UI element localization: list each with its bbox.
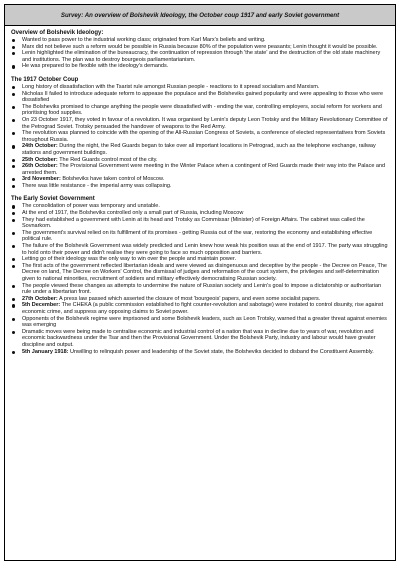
bullet-dot-icon xyxy=(12,298,15,301)
bullet-text: He was prepared to be flexible with the ideology's demands. xyxy=(22,63,169,70)
bullet-dot-icon xyxy=(12,132,15,135)
bullet-text: Dramatic moves were being made to centralise economic and industrial control of a nation that was in decline due to years of war, revolution and economic backwardness under the Tsar and then the Provisional Government. Under the Bolshevik Party, industry and labour would have greater discipline and output. xyxy=(22,328,376,348)
bullet-item xyxy=(11,157,389,164)
bullet-item xyxy=(11,176,389,183)
bullet-text: Lenin highlighted the elimination of the bureaucracy, the continuation of repression through 'the state' and the destruction of the old state machinery and institutions. The plan was to destroy bourgeois parliamentarianism. xyxy=(22,50,381,63)
section-heading: Overview of Bolshevik Ideology: xyxy=(11,30,104,36)
bullet-item xyxy=(11,316,389,329)
bullet-item xyxy=(11,117,389,130)
bullet-text: On 23 October 1917, they voted in favour of a revolution. It was organised by Lenin's deputy Leon Trotsky and the Military Revolutionary Committee of the Petrograd Soviet. Trotsky persuaded the handover of weapons to the Red Army. xyxy=(22,116,388,130)
bullet-dot-icon xyxy=(12,106,15,109)
bullet-dot-icon xyxy=(12,331,15,334)
bullet-item xyxy=(11,230,389,243)
bullet-text: There was little resistance - the imperial army was collapsing. xyxy=(22,182,172,189)
bullet-item xyxy=(11,256,389,263)
bullet-text: The Red Guards control most of the city. xyxy=(57,156,158,163)
bullet-dot-icon xyxy=(12,304,15,307)
date-lead: 26th October: xyxy=(22,163,58,170)
bullet-text: Wanted to pass power to the industrial working class; originated from Karl Marx's beliefs and writing. xyxy=(22,37,266,43)
bullet-text: The failure of the Bolshevik Government was widely predicted and Lenin knew how weak his position was at the end of 1917. The party was struggling to hold onto their power and didn't realise they were going to face so much opposition and barriers. xyxy=(22,243,388,256)
bullet-dot-icon xyxy=(12,178,15,181)
bullet-list xyxy=(11,84,389,190)
bullet-dot-icon xyxy=(12,258,15,261)
bullet-item xyxy=(11,243,389,256)
bullet-item xyxy=(11,217,389,230)
bullet-item xyxy=(11,296,389,303)
bullet-text: Marx did not believe such a reform would be possible in Russia because 80% of the population were peasants; Lenin thought it would be possible. xyxy=(22,43,378,50)
bullet-item xyxy=(11,143,389,156)
bullet-dot-icon xyxy=(12,119,15,122)
bullet-item xyxy=(11,84,389,91)
date-lead: 5th December: xyxy=(22,302,61,309)
bullet-dot-icon xyxy=(12,86,15,89)
section xyxy=(11,196,389,355)
date-lead: 24th October: xyxy=(22,143,58,150)
bullet-dot-icon xyxy=(12,93,15,96)
bullet-item xyxy=(11,37,389,44)
bullet-item xyxy=(11,63,389,70)
bullet-text: The people viewed these changes as attempts to undermine the nature of Russian society and Lenin's goal to impose a dictatorship or authoritarian rule under a libertarian front. xyxy=(22,282,382,296)
bullet-dot-icon xyxy=(12,265,15,268)
document-page xyxy=(4,4,396,561)
bullet-text: The consolidation of power was temporary and unstable. xyxy=(22,203,160,210)
bullet-dot-icon xyxy=(12,232,15,235)
bullet-item xyxy=(11,91,389,104)
bullet-dot-icon xyxy=(12,39,15,42)
section xyxy=(11,77,389,190)
bullet-text: During the night, the Red Guards began to take over all important locations in Petrograd, such as the telephone exchange, railway stations and government buildings. xyxy=(22,143,376,156)
bullet-item xyxy=(11,210,389,217)
bullet-item xyxy=(11,50,389,63)
bullet-text: At the end of 1917, the Bolsheviks controlled only a small part of Russia, including Moscow xyxy=(22,210,244,217)
bullet-item xyxy=(11,130,389,143)
section-heading: The 1917 October Coup xyxy=(11,76,79,83)
bullet-dot-icon xyxy=(12,205,15,208)
bullet-item xyxy=(11,44,389,51)
bullet-text: The first acts of the government reflected libertarian ideals and were viewed as disingenuous and deceptive by the people - the Decree on Peace, The Decree on land, The Decree on Workers' Control, the dismissal of judges and reformation of the court system, the privileges and self-determination given to national minorities, recruitment of soldiers and military effectively democratising Russian society. xyxy=(22,262,387,282)
date-lead: 25th October: xyxy=(22,156,58,163)
bullet-list xyxy=(11,203,389,355)
date-lead: 5th January 1918: xyxy=(22,348,69,355)
bullet-item xyxy=(11,183,389,190)
bullet-item xyxy=(11,302,389,315)
bullet-text: The Provisional Government were meeting in the Winter Palace when a contingent of Red Guards made their way into the Palace and arrested them. xyxy=(22,163,386,176)
bullet-text: The CHEKA (a public commission established to fight counter-revolution and sabotage) were instated to control disunity, rise against economic crime, and suppress any opposing claims to Soviet power. xyxy=(22,302,384,315)
bullet-text: Letting go of their ideology was the only way to win over the people and maintain power. xyxy=(22,256,237,263)
bullet-dot-icon xyxy=(12,65,15,68)
bullet-text: Nicholas II failed to introduce adequate reform to appease the populace and the Bolsheviks gained popularity and were appealing to those who were dissatisfied xyxy=(22,90,384,104)
bullet-dot-icon xyxy=(12,285,15,288)
bullet-dot-icon xyxy=(12,185,15,188)
document-title: Survey: An overview of Bolshevik Ideology, the October coup 1917 and early Soviet government xyxy=(5,5,395,26)
bullet-text: They had established a government with Lenin at its head and Trotsky as Commissar (Minister) of Foreign Affairs. The cabinet was called the Sovnarkom. xyxy=(22,216,365,230)
bullet-dot-icon xyxy=(12,46,15,49)
section xyxy=(11,30,389,70)
date-lead: 3rd November: xyxy=(22,176,61,183)
bullet-text: Bolsheviks have taken control of Moscow. xyxy=(60,176,165,183)
bullet-dot-icon xyxy=(12,212,15,215)
bullet-list xyxy=(11,37,389,70)
section-heading: The Early Soviet Government xyxy=(11,196,95,203)
bullet-dot-icon xyxy=(12,165,15,168)
bullet-dot-icon xyxy=(12,145,15,148)
bullet-dot-icon xyxy=(12,351,15,354)
bullet-dot-icon xyxy=(12,219,15,222)
bullet-text: Opponents of the Bolshevik regime were imprisoned and some Bolshevik leaders, such as Leon Trotsky, warned that a greater threat against enemies was emerging xyxy=(22,315,387,329)
bullet-text: The Bolsheviks promised to change anything the people were dissatisfied with - ending the war, controlling employers, social reform for workers and prioritising food supplies. xyxy=(22,103,382,117)
bullet-item xyxy=(11,163,389,176)
bullet-dot-icon xyxy=(12,52,15,55)
bullet-item xyxy=(11,263,389,283)
bullet-dot-icon xyxy=(12,159,15,162)
document-body xyxy=(5,26,395,355)
date-lead: 27th October: xyxy=(22,295,58,302)
bullet-dot-icon xyxy=(12,318,15,321)
bullet-item xyxy=(11,349,389,356)
bullet-item xyxy=(11,203,389,210)
bullet-item xyxy=(11,104,389,117)
bullet-text: The government's survival relied on its fulfillment of its promises - getting Russia out of the war, restoring the economy and establishing effective political rule. xyxy=(22,229,373,243)
bullet-text: A press law passed which asserted the closure of most 'bourgeois' papers, and even some socialist papers. xyxy=(57,295,321,302)
bullet-text: The revolution was planned to coincide with the opening of the All-Russian Congress of Soviets, a conference of elected representatives from Soviets throughout Russia. xyxy=(22,130,386,143)
bullet-text: Unwilling to relinquish power and leadership of the Soviet state, the Bolsheviks decided to disband the Constituent Assembly. xyxy=(68,348,374,355)
bullet-item xyxy=(11,283,389,296)
bullet-item xyxy=(11,329,389,349)
bullet-text: Long history of dissatisfaction with the Tsarist rule amongst Russian people - reactions to it spread socialism and Marxism. xyxy=(22,83,320,90)
bullet-dot-icon xyxy=(12,245,15,248)
